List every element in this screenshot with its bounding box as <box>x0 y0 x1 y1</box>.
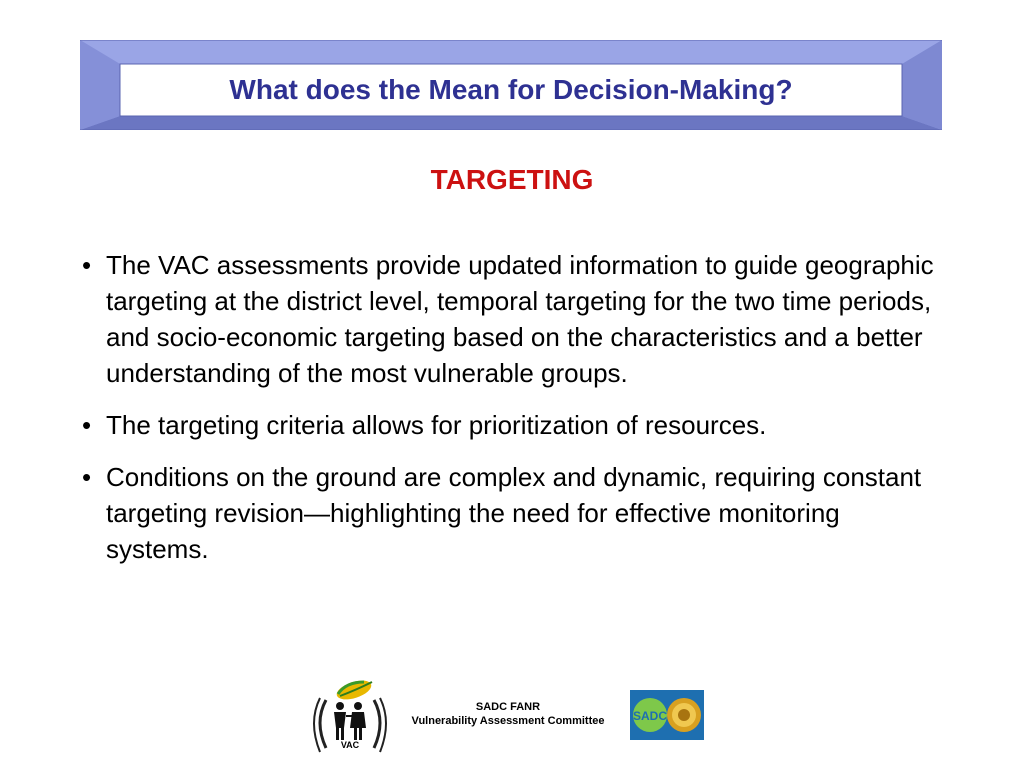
vac-logo-label: VAC <box>340 740 360 750</box>
list-item <box>82 459 942 567</box>
bullet-icon: • <box>82 410 92 440</box>
section-heading: TARGETING <box>430 164 594 195</box>
organization-name <box>388 700 628 728</box>
bullet-text: The targeting criteria allows for prioritization of resources. <box>106 410 767 440</box>
bullet-list <box>82 247 942 583</box>
bullet-text: The VAC assessments provide updated information to guide geographic targeting at the district level, temporal targeting for the two time periods, and socio-economic targeting based on the characteristics and a better understanding of the most vulnerable groups. <box>106 250 934 388</box>
bullet-text: Conditions on the ground are complex and dynamic, requiring constant targeting revision—highlighting the need for effective monitoring systems. <box>106 462 922 564</box>
org-line-1: SADC FANR <box>475 701 541 713</box>
org-line-2: Vulnerability Assessment Committee <box>411 715 605 727</box>
slide-title: What does the Mean for Decision-Making? <box>229 74 793 105</box>
bullet-icon: • <box>82 462 92 492</box>
list-item <box>82 247 942 391</box>
sadc-logo-icon <box>630 690 704 740</box>
sadc-logo-text: SADC <box>632 709 668 723</box>
bullet-icon: • <box>82 250 92 280</box>
list-item <box>82 407 942 443</box>
